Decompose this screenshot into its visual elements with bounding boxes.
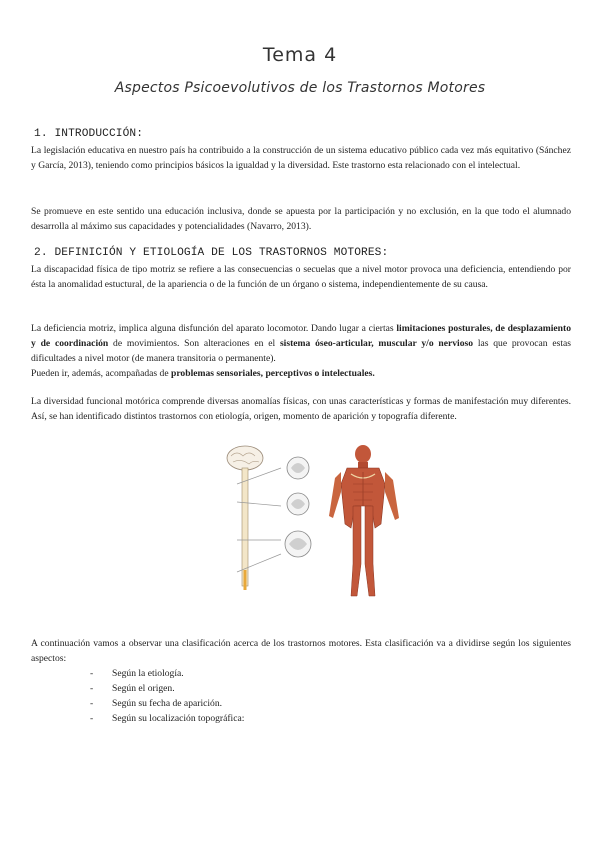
list-item-text: Según su localización topográfica: bbox=[112, 713, 245, 724]
paragraph-clasificacion: A continuación vamos a observar una clasificación acerca de los trastornos motores. Esta clasificación va a dividirse según los siguientes aspectos: bbox=[31, 638, 571, 664]
list-item-text: Según la etiología. bbox=[112, 668, 184, 679]
list-item: - Según la etiología. bbox=[90, 668, 184, 679]
bold-span: limitaciones posturales, de desplazamiento y de coordinación bbox=[31, 323, 571, 349]
list-item-text: Según su fecha de aparición. bbox=[112, 698, 223, 709]
bold-span: sistema óseo-articular, muscular y/o nervioso bbox=[279, 338, 474, 349]
paragraph-intro-2: Se promueve en este sentido una educación inclusiva, donde se apuesta por la participación y no exclusión, en la que todo el alumnado desarrolla al máximo sus capacidades y potencialidades (Navarro, 2013). bbox=[31, 206, 571, 232]
page-title: Tema 4 bbox=[262, 44, 338, 66]
section-heading-definicion: 2. DEFINICIÓN Y ETIOLOGÍA DE LOS TRASTORNOS MOTORES: bbox=[34, 247, 389, 259]
paragraph-definicion-3 bbox=[31, 366, 571, 381]
section-heading-introduccion: 1. INTRODUCCIÓN: bbox=[34, 128, 144, 140]
list-item: - Según su localización topográfica: bbox=[90, 713, 245, 724]
text-span: Pueden ir, además, acompañadas de bbox=[31, 368, 172, 379]
classification-list bbox=[90, 666, 244, 726]
text-span: La deficiencia motriz, implica alguna disfunción del aparato locomotor. Dando lugar a ciertas bbox=[31, 323, 397, 334]
paragraph-definicion-4: La diversidad funcional motórica comprende diversas anomalías físicas, con unas características y formas de manifestación muy diferentes. Así, se han identificado distintos trastornos con etiología, origen, momento de aparición y topografía diferente. bbox=[31, 396, 571, 422]
paragraph-intro-1: La legislación educativa en nuestro país ha contribuido a la construcción de un sistema educativo público cada vez más equitativo (Sánchez y García, 2013), teniendo como principios básicos la igualdad y la diversidad. Este trastorno esta relacionado con el intelectual. bbox=[31, 145, 571, 171]
list-item: - Según el origen. bbox=[90, 683, 175, 694]
paragraph-definicion-2 bbox=[31, 321, 571, 366]
paragraph-definicion-1: La discapacidad física de tipo motriz se refiere a las consecuencias o secuelas que a nivel motor provoca una deficiencia, entendiendo por ésta la anomalidad estuctural, de la apariencia o de la función de un órgano o sistema, independientemente de su causa. bbox=[31, 264, 571, 290]
list-item: - Según su fecha de aparición. bbox=[90, 698, 223, 709]
list-item-text: Según el origen. bbox=[112, 683, 175, 694]
page-subtitle: Aspectos Psicoevolutivos de los Trastornos Motores bbox=[114, 80, 486, 96]
anatomy-illustration-icon bbox=[203, 444, 401, 606]
text-span: de movimientos. Son alteraciones en el bbox=[108, 338, 280, 349]
bold-span: problemas sensoriales, perceptivos o intelectuales. bbox=[171, 368, 375, 379]
text-span: las que provocan estas dificultades a nivel motor (de manera transitoria o permanente). bbox=[31, 338, 571, 364]
